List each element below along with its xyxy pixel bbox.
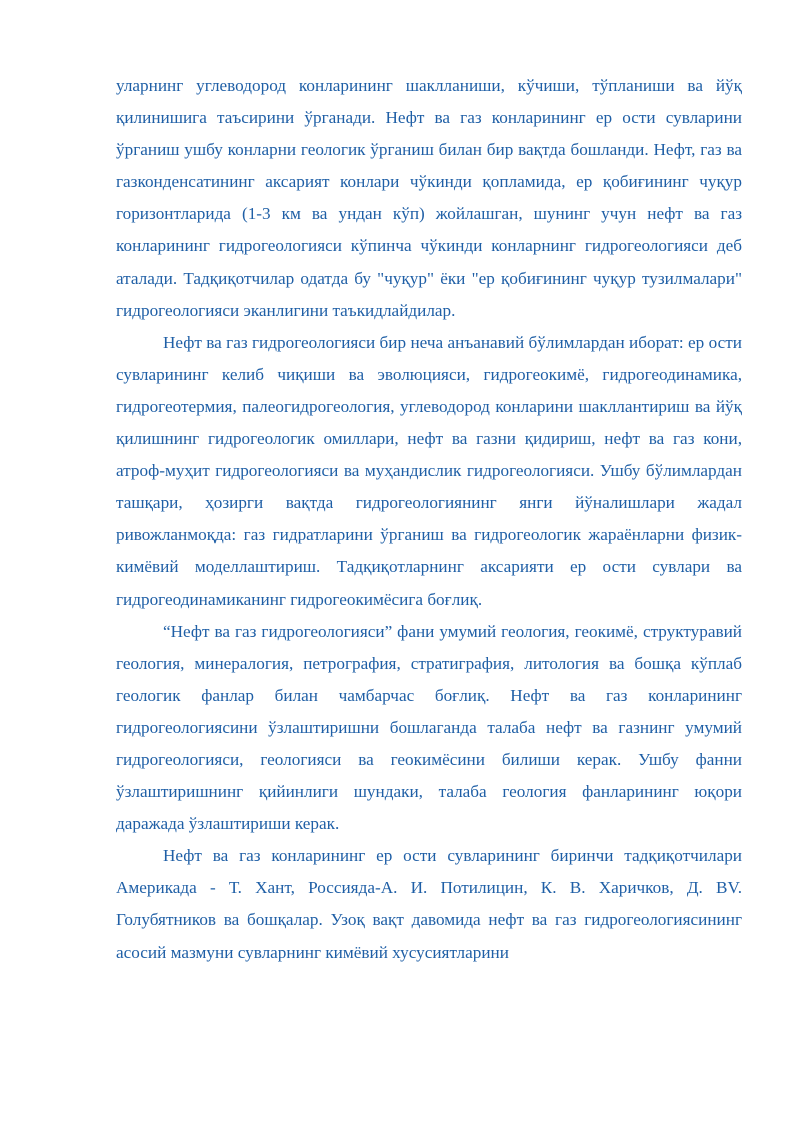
paragraph-4: Нефт ва газ конларининг ер ости сувларининг биринчи тадқиқотчилари Америкада - Т. Хант, Россияда-А. И. Потилицин, К. В. Харичков, Д. BV. Голубятников ва бошқалар. Узоқ вақт давомида нефт ва газ гидрогеологиясининг асосий мазмуни сувларнинг кимёвий хусусиятларини (116, 846, 742, 962)
paragraph-1: уларнинг углеводород конларининг шаклланиши, кўчиши, тўпланиши ва йўқ қилинишига таъсирини ўрганади. Нефт ва газ конларининг ер ости сувларини ўрганиш ушбу конларни геологик ўрганиш билан бир вақтда бошланди. Нефт, газ ва газконденсатининг аксарият конлари чўкинди қопламида, ер қобиғининг чуқур горизонтларида (1-3 км ва ундан кўп) жойлашган, шунинг учун нефт ва газ конларининг гидрогеологияси кўпинча чўкинди конларнинг гидрогеологияси деб аталади. Тадқиқотчилар одатда бу "чуқур" ёки "ер қобиғининг чуқур тузилмалари" гидрогеологияси эканлигини таъкидлайдилар. (116, 76, 742, 320)
document-page (116, 70, 742, 969)
paragraph-3: “Нефт ва газ гидрогеологияси” фани умумий геология, геокимё, структуравий геология, минералогия, петрография, стратиграфия, литология ва бошқа кўплаб геологик фанлар билан чамбарчас боғлиқ. Нефт ва газ конларининг гидрогеологиясини ўзлаштиришни бошлаганда талаба нефт ва газнинг умумий гидрогеологияси, геологияси ва геокимёсини билиши керак. Ушбу фанни ўзлаштиришнинг қийинлиги шундаки, талаба геология фанларининг юқори даражада ўзлаштириши керак. (116, 621, 742, 834)
paragraph-2: Нефт ва газ гидрогеологияси бир неча анъанавий бўлимлардан иборат: ер ости сувларининг келиб чиқиши ва эволюцияси, гидрогеокимё, гидрогеодинамика, гидрогеотермия, палеогидрогеология, углеводород конларини шакллантириш ва йўқ қилишнинг гидрогеологик омиллари, нефт ва газни қидириш, нефт ва газ кони, атроф-муҳит гидрогеологияси ва муҳандислик гидрогеологияси. Ушбу бўлимлардан ташқари, ҳозирги вақтда гидрогеологиянинг янги йўналишлари жадал ривожланмоқда: газ гидратларини ўрганиш ва гидрогеологик жараёнларни физик-кимёвий моделлаштириш. Тадқиқотларнинг аксарияти ер ости сувлари ва гидрогеодинамиканинг гидрогеокимёсига боғлиқ. (116, 332, 742, 609)
